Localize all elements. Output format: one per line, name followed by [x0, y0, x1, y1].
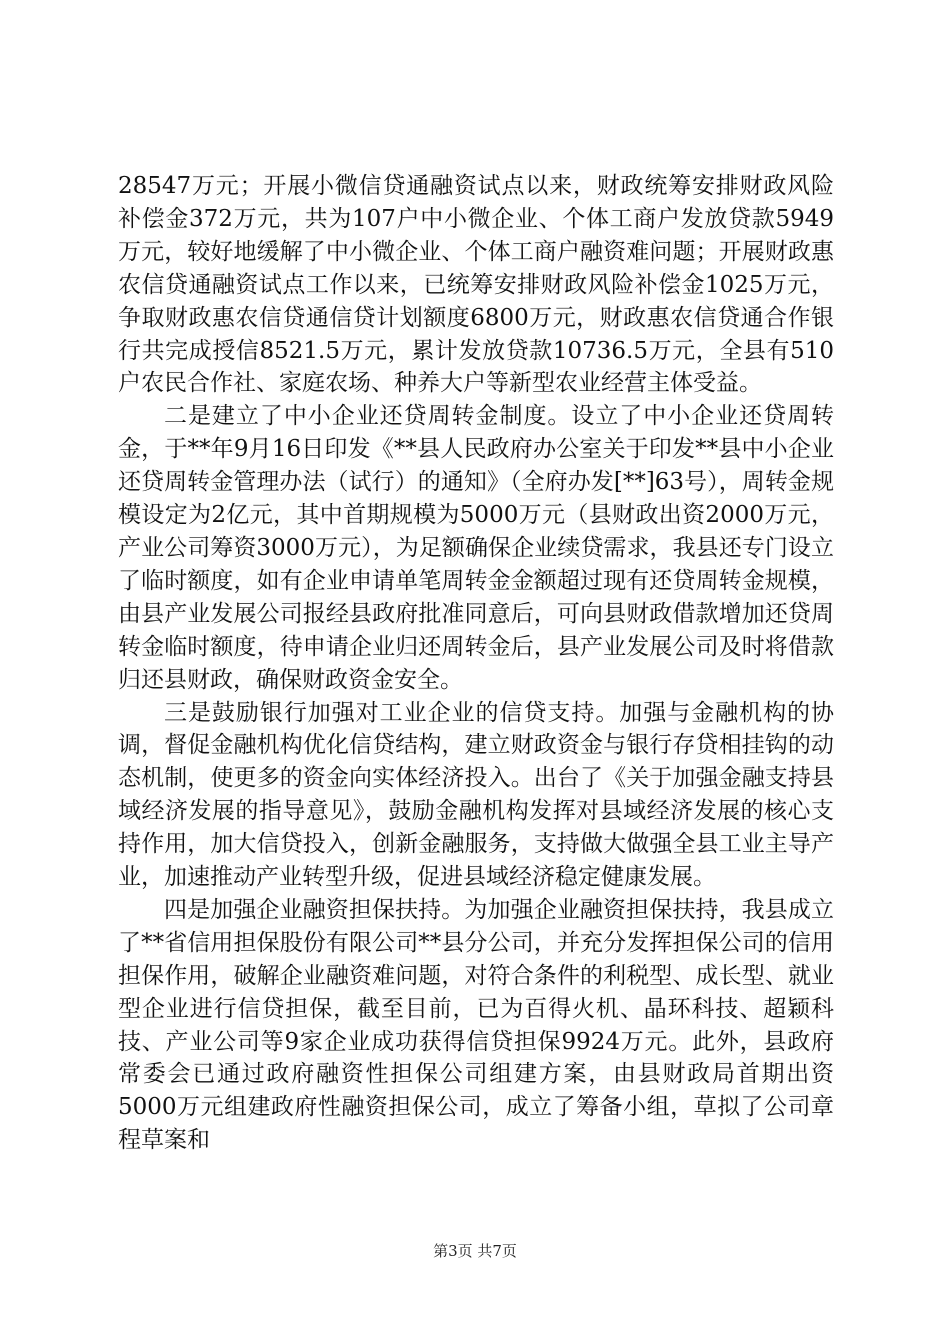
document-body — [118, 170, 834, 1157]
paragraph-revolving-fund: 二是建立了中小企业还贷周转金制度。设立了中小企业还贷周转金，于**年9月16日印发《**县人民政府办公室关于印发**县中小企业还贷周转金管理办法（试行）的通知》（全府办发[**]63号），周转金规模设定为2亿元，其中首期规模为5000万元（县财政出资2000万元，产业公司筹资3000万元），为足额确保企业续贷需求，我县还专门设立了临时额度，如有企业申请单笔周转金金额超过现有还贷周转金规模，由县产业发展公司报经县政府批准同意后，可向县财政借款增加还贷周转金临时额度，待申请企业归还周转金后，县产业发展公司及时将借款归还县财政，确保财政资金安全。 — [118, 403, 834, 693]
paragraph-continuation: 28547万元；开展小微信贷通融资试点以来，财政统筹安排财政风险补偿金372万元，共为107户中小微企业、个体工商户发放贷款5949万元，较好地缓解了中小微企业、个体工商户融资难问题；开展财政惠农信贷通融资试点工作以来，已统筹安排财政风险补偿金1025万元，争取财政惠农信贷通信贷计划额度6800万元，财政惠农信贷通合作银行共完成授信8521.5万元，累计发放贷款10736.5万元，全县有510户农民合作社、家庭农场、种养大户等新型农业经营主体受益。 — [118, 173, 834, 397]
paragraph-bank-credit: 三是鼓励银行加强对工业企业的信贷支持。加强与金融机构的协调，督促金融机构优化信贷结构，建立财政资金与银行存贷相挂钩的动态机制，使更多的资金向实体经济投入。出台了《关于加强金融支持县域经济发展的指导意见》，鼓励金融机构发挥对县域经济发展的核心支持作用，加大信贷投入，创新金融服务，支持做大做强全县工业主导产业，加速推动产业转型升级，促进县域经济稳定健康发展。 — [118, 699, 834, 891]
paragraph-guarantee: 四是加强企业融资担保扶持。为加强企业融资担保扶持，我县成立了**省信用担保股份有限公司**县分公司，并充分发挥担保公司的信用担保作用，破解企业融资难问题，对符合条件的利税型、成长型、就业型企业进行信贷担保，截至目前，已为百得火机、晶环科技、超颖科技、产业公司等9家企业成功获得信贷担保9924万元。此外，县政府常委会已通过政府融资性担保公司组建方案，由县财政局首期出资5000万元组建政府性融资担保公司，成立了筹备小组，草拟了公司章程草案和 — [118, 896, 834, 1154]
page-footer: 第3页 共7页 — [433, 1242, 517, 1260]
